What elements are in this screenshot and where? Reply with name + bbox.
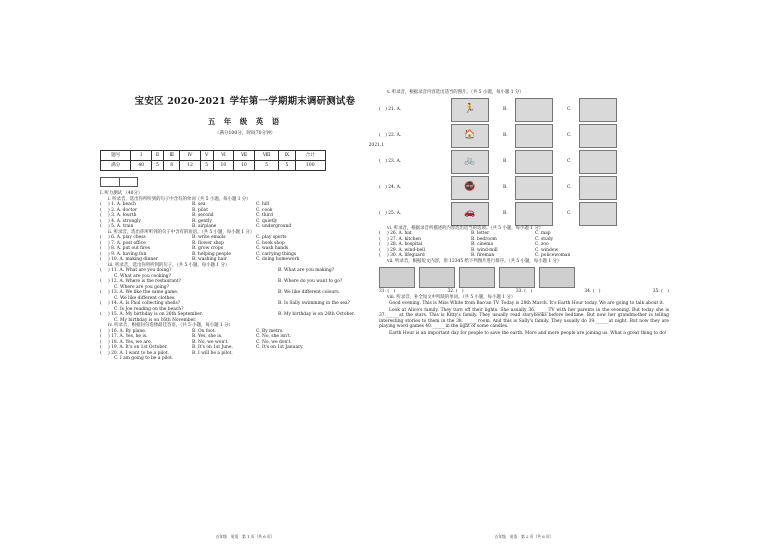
part3-instruction: iii. 听录音，选出你所听到的句子。（共 5 小题，每小题 1 分）: [108, 262, 230, 268]
option-a: ) 28. A. hospital: [387, 242, 423, 247]
option-b: B. fireman: [471, 253, 495, 258]
score-value-cell: 40: [131, 161, 151, 171]
question-label: ( ) 21. A.: [379, 106, 402, 112]
option-c: C. No, she isn't.: [256, 334, 292, 340]
part3-question-row: [100, 301, 390, 307]
option-a: ) 17. A. Yes, he is.: [108, 334, 148, 340]
picture-option-c: [579, 124, 617, 148]
paren: (: [100, 240, 102, 246]
story-picture: [379, 267, 415, 288]
option-b: B. write emails: [192, 235, 226, 241]
option-b: B. letter: [471, 231, 490, 236]
story-picture: [459, 267, 495, 288]
part1-instruction: i. 听录音，选出你所听到的句子中含有的单词（共 5 小题，每小题 1 分）: [108, 196, 251, 202]
score-header-cell: Ⅰ: [131, 151, 151, 161]
exam-title: 宝安区 2020-2021 学年第一学期期末调研测试卷: [134, 96, 356, 107]
picture-option-c: [579, 202, 617, 226]
score-header-cell: Ⅶ: [234, 151, 255, 161]
paren: (: [100, 350, 102, 356]
picture-option-a: 🚲: [451, 150, 489, 174]
part5-question-row: [379, 150, 669, 174]
option-c: [256, 351, 390, 357]
part3-question-row: [100, 290, 390, 296]
option-c: C. underground: [256, 224, 292, 230]
option-c: C. book shop: [256, 240, 285, 246]
exam-page-1: [100, 84, 390, 542]
picture-option-a: 🏃: [451, 98, 489, 122]
part4-instruction: iv. 听录音，根据问句选择最佳答语。（共 5 小题，每小题 1 分）: [108, 323, 233, 329]
score-value-cell: 5: [254, 161, 279, 171]
option-c: C. doing homework: [256, 257, 300, 263]
option-a: ) 10. A. making dinner: [108, 257, 158, 263]
option-b: B. cinema: [471, 242, 494, 247]
paren: (: [100, 290, 102, 296]
part3-question-row: [100, 312, 390, 318]
score-header-cell: 题号: [101, 151, 131, 161]
part5-instruction: v. 听录音，根据录音内容选出适当的图片。（共 5 小题，每小题 1 分）: [387, 90, 524, 95]
option-b: B. On foot.: [192, 328, 216, 334]
option-c: C. cook: [256, 207, 273, 213]
option-b: B. My birthday is on 26th October.: [278, 312, 355, 318]
option-b-label: B.: [503, 106, 508, 112]
paren: (: [100, 301, 102, 307]
picture-option-b: [515, 124, 553, 148]
part5-question-row: [379, 98, 669, 122]
option-c: C. hill: [256, 202, 270, 208]
score-header-cell: Ⅴ: [200, 151, 213, 161]
part6-question-row: [379, 253, 669, 259]
paren: (: [100, 218, 102, 224]
part8-instruction: viii. 听录音，补全短文中所缺的单词。（共 5 小题，每小题 1 分）: [387, 294, 516, 300]
option-b: B. Yes, she is.: [192, 334, 223, 340]
exam-page-2: [379, 84, 669, 542]
option-c: C. My birthday is on 16th November.: [114, 317, 197, 323]
picture-option-a: 🚭: [451, 176, 489, 200]
part5-question-row: [379, 124, 669, 148]
option-b: B. I will be a pilot.: [192, 350, 233, 356]
option-b: B. Is Sally swimming in the sea?: [278, 301, 350, 307]
page-footer: 五年级 英语 第 1 页（共 6 页）: [215, 534, 275, 540]
score-header-cell: Ⅸ: [279, 151, 295, 161]
option-c: C. carrying things: [256, 251, 297, 257]
score-value-cell: 满分: [101, 161, 131, 171]
option-b: B. We like different colours.: [278, 290, 340, 296]
question-label: ( ) 22. A.: [379, 132, 402, 138]
paren: (: [100, 268, 102, 274]
paren: (: [100, 345, 102, 351]
option-a: ) 26. A. hat: [387, 231, 412, 236]
part5-question-row: [379, 176, 669, 200]
order-blank: 32. ( ): [447, 289, 464, 294]
option-c: C. map: [535, 231, 551, 236]
option-c: C. Is Joe reading on the beach?: [114, 306, 184, 312]
grader-box: [100, 177, 138, 187]
score-value-cell: 8: [164, 161, 180, 171]
order-blank: 33. ( ): [515, 289, 533, 294]
paren: (: [100, 224, 102, 230]
paren: (: [100, 207, 102, 213]
paren: (: [100, 235, 102, 241]
option-b: B. bedroom: [471, 236, 497, 242]
option-c: C. It's on 1st January.: [256, 345, 304, 351]
score-value-cell: 100: [295, 161, 325, 171]
part1-question-row: [100, 224, 390, 230]
score-value-cell: 5: [200, 161, 213, 171]
score-value-cell: 10: [234, 161, 255, 171]
option-b-label: B.: [503, 132, 508, 138]
order-blank: 34. ( ): [584, 289, 601, 294]
paren: (: [100, 279, 102, 285]
option-b: B. sea: [192, 202, 206, 208]
question-label: ( ) 24. A.: [379, 184, 402, 190]
option-a: ) 19. A. It's on 1st October.: [108, 345, 168, 351]
paren: (: [379, 242, 381, 247]
option-a: ) 7. A. post office: [108, 240, 146, 246]
option-a: ) 9. A. having fun: [108, 251, 147, 257]
paren: (: [100, 202, 102, 208]
score-header-cell: Ⅷ: [254, 151, 279, 161]
score-header-cell: Ⅱ: [151, 151, 163, 161]
option-c: C. No, we don't.: [256, 339, 292, 345]
picture-option-b: [515, 176, 553, 200]
score-value-cell: 5: [279, 161, 295, 171]
score-value-cell: 10: [213, 161, 233, 171]
part3-question-row: [100, 268, 390, 274]
story-picture: [499, 267, 535, 288]
score-value-cell: 12: [180, 161, 200, 171]
picture-option-c: [579, 150, 617, 174]
part2-instruction: ii. 听录音，选出你所听到的句子中含有的短语。（共 5 小题，每小题 1 分）: [108, 229, 255, 235]
page-footer: 五年级 英语 第 2 页（共 6 页）: [494, 534, 554, 540]
option-b: B. washing hair: [192, 257, 227, 263]
picture-option-c: [579, 98, 617, 122]
option-b: B. gently: [192, 218, 212, 224]
option-c: C. What are you cooking?: [114, 273, 171, 279]
order-blank: 31. ( ): [379, 289, 396, 294]
option-a: ) 11. A. What are you doing?: [108, 268, 172, 274]
passage-paragraph: Earth Hour is an important day for people to save the earth. More and more people are joining us. What a great thing to do!: [389, 330, 667, 336]
story-picture: [419, 267, 455, 288]
option-a: ) 5. A. train: [108, 224, 134, 230]
option-c: C. window: [535, 247, 559, 253]
picture-option-a: 🏠: [451, 124, 489, 148]
option-a: ) 13. A. We like the same game.: [108, 290, 179, 296]
option-a: ) 20. A. I want to be a pilot.: [108, 350, 169, 356]
option-a: ) 8. A. put out fires: [108, 246, 150, 252]
option-c-label: C.: [567, 210, 572, 216]
paren: (: [100, 334, 102, 340]
option-a: ) 3. A. fourth: [108, 213, 137, 219]
option-c: C. Where are you going?: [114, 284, 169, 290]
option-a: ) 1. A. beach: [108, 202, 136, 208]
part5-question-row: [379, 202, 669, 226]
paren: (: [379, 247, 381, 253]
option-a: ) 15. A. My birthday is on 26th September.: [108, 312, 203, 318]
option-c: C. study: [535, 236, 554, 242]
option-c: C. policewoman: [535, 253, 571, 258]
option-a: ) 16. A. By plane.: [108, 328, 147, 334]
option-c-label: C.: [567, 158, 572, 164]
paren: (: [100, 328, 102, 334]
option-a: ) 4. A. strongly: [108, 218, 141, 224]
paren: (: [379, 236, 381, 242]
option-c: C. zoo: [535, 242, 549, 247]
question-label: ( ) 25. A.: [379, 210, 402, 216]
option-a: ) 18. A. Yes, we are.: [108, 339, 153, 345]
picture-option-b: [515, 202, 553, 226]
option-c: C. quietly: [256, 218, 278, 224]
option-c-label: C.: [567, 132, 572, 138]
option-c: C. We like different clothes.: [114, 295, 176, 301]
q20-option-c: C. I am going to be a pilot.: [114, 356, 174, 362]
paren: (: [379, 231, 381, 236]
option-b: B. What are you making?: [278, 268, 335, 274]
paren: (: [100, 213, 102, 219]
option-b: B. grow crops: [192, 246, 223, 252]
option-c-label: C.: [567, 184, 572, 190]
exam-date: 2021.1: [368, 142, 384, 148]
option-a: ) 2. A. doctor: [108, 207, 138, 213]
option-c: C. third: [256, 213, 273, 219]
part6-instruction: vi. 听录音，根据录音所描述的内容选出适当的选项。（共 5 小题，每小题 1 分）: [387, 225, 544, 231]
option-a: ) 30. A. lifeguard: [387, 253, 425, 258]
picture-option-b: [515, 98, 553, 122]
part2-question-row: [100, 257, 390, 263]
exam-subtitle: 五 年 级 英 语: [207, 116, 283, 126]
option-b: B. second: [192, 213, 214, 219]
option-b: B. airplane: [192, 224, 217, 230]
passage-paragraph: Look at Alice's family. They turn off their lights. She usually 36.______TV with her parents in the evening. But today she is 37.______at the stars. This is Kitty's family. They usually read storybooks before bedtime. But now her grandmother is telling interesting stories to them in the 38.______ room. And this is Sally's family. They usually do 39.______at night. But now they are playing word games 40.______in the light of some candles.: [379, 307, 669, 329]
option-b: B. Where do you want to go?: [278, 279, 343, 285]
paren: (: [100, 246, 102, 252]
part7-instruction: vii. 听录音，根据短文内容，用 12345 给下列图片进行排序。（共 5 小题，每小题 1 分）: [387, 258, 562, 264]
score-header-cell: Ⅳ: [180, 151, 200, 161]
order-blank: 35. ( ): [652, 289, 669, 294]
paren: (: [100, 312, 102, 318]
exam-meta: （满分100分，时间70分钟）: [214, 131, 276, 136]
paren: (: [100, 339, 102, 345]
score-value-cell: 5: [151, 161, 163, 171]
picture-option-c: [579, 176, 617, 200]
option-a: ) 12. A. Where is the restaurant?: [108, 279, 181, 285]
paren: (: [100, 257, 102, 263]
option-b: B. helping people: [192, 251, 231, 257]
picture-option-b: [515, 150, 553, 174]
section-listening: Ⅰ. 听力测试 （40分）: [100, 191, 143, 197]
story-picture: [539, 267, 575, 288]
paren: (: [100, 251, 102, 257]
option-b-label: B.: [503, 158, 508, 164]
option-b-label: B.: [503, 184, 508, 190]
option-c: C. wash hands: [256, 246, 289, 252]
option-b-label: B.: [503, 210, 508, 216]
option-b: B. No, we won't.: [192, 339, 229, 345]
option-c: C. play sports: [256, 235, 287, 241]
score-table: [100, 150, 326, 171]
picture-strip: [379, 267, 669, 288]
passage-paragraph: Good evening. This is Miss White from Bao'an TV. Today is 28th March. It's Earth Hour today. We are going to talk about it.: [389, 301, 665, 306]
score-header-cell: Ⅲ: [164, 151, 180, 161]
question-label: ( ) 23. A.: [379, 158, 402, 164]
option-c: C. By metro.: [256, 328, 284, 334]
option-a: ) 6. A. play chess: [108, 235, 146, 241]
score-header-cell: 合计: [295, 151, 325, 161]
option-a: ) 14. A. Is Paul collecting shells?: [108, 301, 181, 307]
picture-option-a: 🚗: [451, 202, 489, 226]
paren: (: [379, 253, 381, 258]
option-c-label: C.: [567, 106, 572, 112]
score-header-cell: Ⅵ: [213, 151, 233, 161]
option-b: B. pilot: [192, 207, 209, 213]
option-a: ) 27. A. kitchen: [387, 236, 421, 242]
option-a: ) 29. A. wind-bell: [387, 247, 425, 253]
option-b: B. It's on 1st June.: [192, 345, 233, 351]
option-b: B. wind-mill: [471, 247, 498, 253]
part3-question-row: [100, 279, 390, 285]
option-b: B. flower shop: [192, 240, 224, 246]
